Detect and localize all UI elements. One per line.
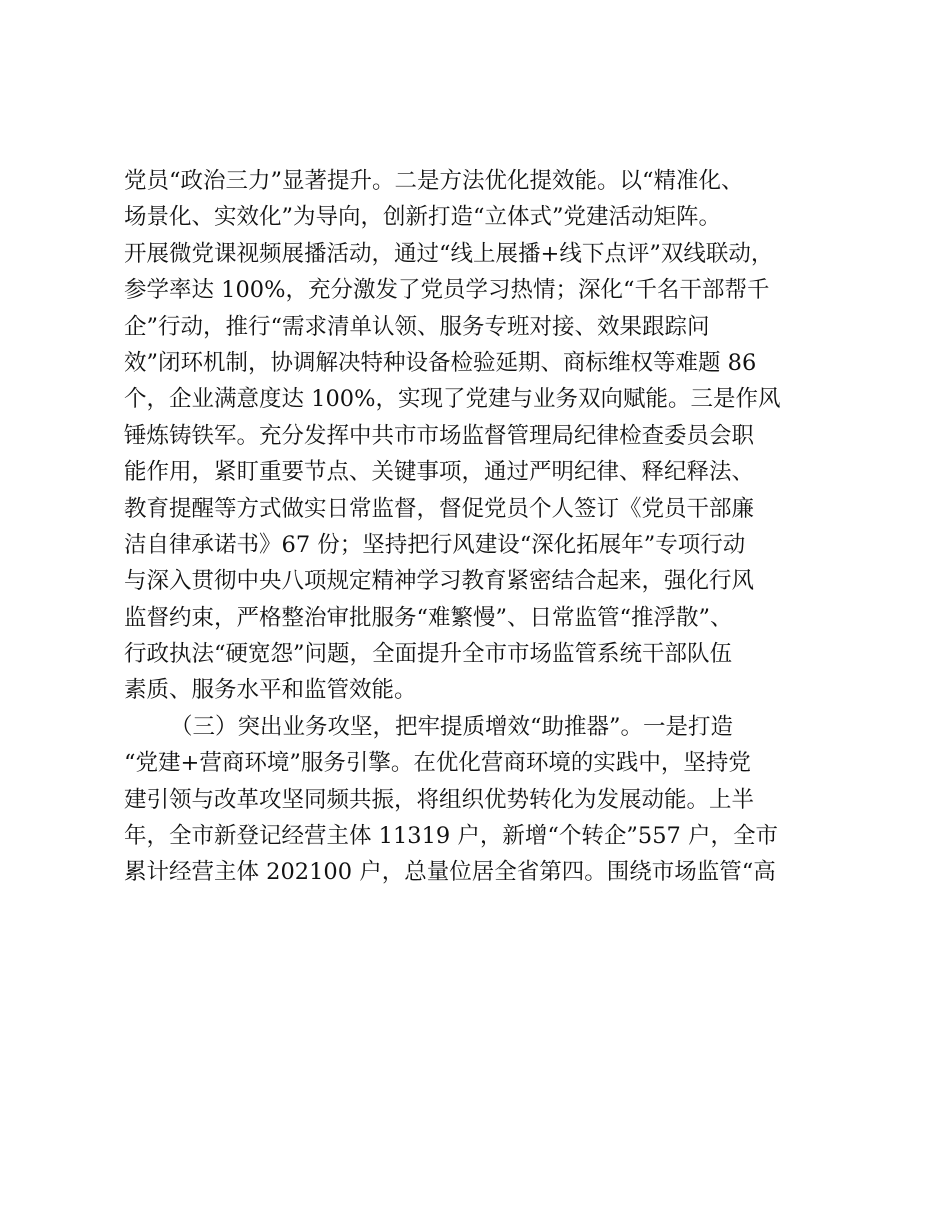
section-heading-line: （三）突出业务攻坚，把牢提质增效“助推器”。一是打造	[170, 713, 734, 740]
text-line: 洁自律承诺书》67 份；坚持把行风建设“深化拓展年”专项行动	[124, 531, 746, 558]
text-line: 个，企业满意度达 100%，实现了党建与业务双向赋能。三是作风	[124, 386, 781, 413]
text-line: 锤炼铸铁军。充分发挥中共市市场监督管理局纪律检查委员会职	[124, 422, 755, 449]
text-line: 与深入贯彻中央八项规定精神学习教育紧密结合起来，强化行风	[124, 568, 755, 595]
text-line: 行政执法“硬宽怨”问题，全面提升全市市场监管系统干部队伍	[124, 641, 733, 668]
text-line: 效”闭环机制，协调解决特种设备检验延期、商标维权等难题 86	[124, 349, 757, 376]
text-line: 党员“政治三力”显著提升。二是方法优化提效能。以“精准化、	[124, 168, 744, 194]
text-line: 能作用，紧盯重要节点、关键事项，通过严明纪律、释纪释法、	[124, 459, 755, 486]
text-line: 企”行动，推行“需求清单认领、服务专班对接、效果跟踪问	[124, 313, 710, 340]
text-line: 素质、服务水平和监管效能。	[124, 677, 417, 704]
text-line: 建引领与改革攻坚同频共振，将组织优势转化为发展动能。上半	[124, 786, 755, 813]
text-line: 开展微党课视频展播活动，通过“线上展播+线下点评”双线联动，	[124, 240, 774, 267]
text-line: “党建+营商环境”服务引擎。在优化营商环境的实践中，坚持党	[124, 750, 751, 777]
text-line: 场景化、实效化”为导向，创新打造“立体式”党建活动矩阵。	[124, 204, 722, 231]
text-line: 年，全市新登记经营主体 11319 户，新增“个转企”557 户，全市	[124, 823, 778, 850]
body-text	[124, 163, 844, 891]
text-line: 监督约束，严格整治审批服务“难繁慢”、日常监管“推浮散”、	[124, 604, 733, 631]
text-line: 参学率达 100%，充分激发了党员学习热情；深化“千名干部帮千	[124, 277, 770, 304]
text-line: 教育提醒等方式做实日常监督，督促党员个人签订《党员干部廉	[124, 495, 755, 522]
text-line: 累计经营主体 202100 户，总量位居全省第四。围绕市场监管“高	[124, 859, 776, 886]
